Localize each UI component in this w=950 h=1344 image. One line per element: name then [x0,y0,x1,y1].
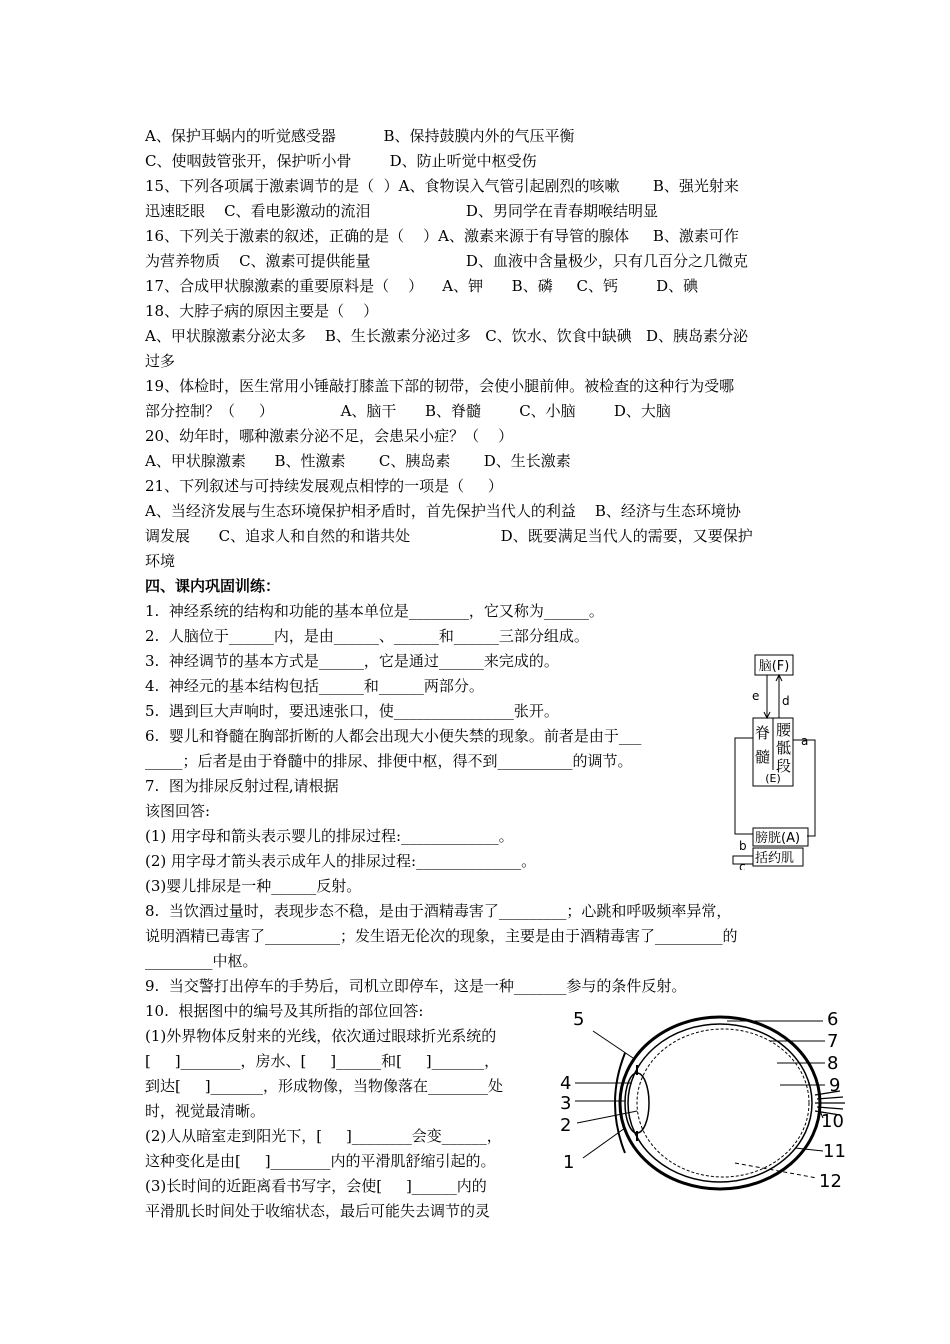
text-line: 6. 婴儿和脊髓在胸部折断的人都会出现大小便失禁的现象。前者是由于___ [145,727,642,745]
text-line: 21、下列叙述与可持续发展观点相悖的一项是（ ） [145,477,503,495]
text-line: 迅速眨眼 C、看电影激动的流泪 D、男同学在青春期喉结明显 [145,202,658,220]
letter-c: c [739,860,746,870]
text-line: 四、课内巩固训练： [145,577,281,595]
text-line: [ ]________，房水、[ ]______和[ ]_______， [145,1052,500,1070]
text-line: (3)长时间的近距离看书写字，会使[ ]______内的 [145,1177,487,1195]
eye-label-12: 12 [819,1171,842,1192]
text-line: 5. 遇到巨大声响时，要迅速张口，使________________张开。 [145,702,559,720]
urination-reflex-diagram [725,650,825,870]
text-line: 过多 [145,352,176,370]
eye-label-4: 4 [560,1073,572,1094]
text-line: (2)人从暗室走到阳光下，[ ]________会变______， [145,1127,502,1145]
letter-d: d [782,694,790,708]
text-line: 这种变化是由[ ]________内的平滑肌舒缩引起的。 [145,1152,496,1170]
text-line: 10. 根据图中的编号及其所指的部位回答: [145,1002,424,1020]
bladder-label: 膀胱(A) [755,831,801,846]
spinal-char-1: 脊 [755,724,771,742]
lumbar-char-1: 腰 [776,721,792,739]
text-line: 该图回答: [145,802,211,820]
eye-label-10: 10 [821,1111,844,1132]
center-label: (E) [765,772,781,785]
lumbar-char-3: 段 [776,757,792,775]
text-line: C、使咽鼓管张开，保护听小骨 D、防止听觉中枢受伤 [145,152,537,170]
text-line: A、甲状腺激素 B、性激素 C、胰岛素 D、生长激素 [145,452,571,470]
eye-label-6: 6 [827,1009,839,1030]
brain-label: 脑(F) [758,659,790,674]
text-line: 说明酒精已毒害了__________；发生语无伦次的现象，主要是由于酒精毒害了_________的 [145,927,738,945]
text-line: 平滑肌长时间处于收缩状态，最后可能失去调节的灵 [145,1202,491,1220]
text-line: 环境 [145,552,176,570]
text-line: 3. 神经调节的基本方式是______，它是通过______来完成的。 [145,652,559,670]
text-line: 9. 当交警打出停车的手势后，司机立即停车，这是一种_______参与的条件反射。 [145,977,687,995]
text-line: 17、合成甲状腺激素的重要原料是（ ） A、钾 B、磷 C、钙 D、碘 [145,277,699,295]
text-line: A、保护耳蜗内的听觉感受器 B、保持鼓膜内外的气压平衡 [145,127,575,145]
letter-e: e [752,689,760,703]
text-line: 1. 神经系统的结构和功能的基本单位是________，它又称为______。 [145,602,604,620]
text-line: 时，视觉最清晰。 [145,1102,266,1120]
letter-b: b [739,839,747,853]
text-line: 15、下列各项属于激素调节的是（ ）A、食物误入气管引起剧烈的咳嗽 B、强光射来 [145,177,739,195]
letter-a: a [801,734,809,748]
eye-label-1: 1 [563,1152,575,1173]
text-line: (1) 用字母和箭头表示婴儿的排尿过程:_____________。 [145,827,514,845]
text-line: A、当经济发展与生态环境保护相矛盾时，首先保护当代人的利益 B、经济与生态环境协 [145,502,741,520]
lumbar-char-2: 骶 [776,739,792,757]
text-line: 到达[ ]_______，形成物像，当物像落在________处 [145,1077,504,1095]
text-line: _____；后者是由于脊髓中的排尿、排便中枢，得不到__________的调节。 [145,752,633,770]
text-line: 2. 人脑位于______内，是由______、______和______三部分组成。 [145,627,589,645]
eye-label-5: 5 [573,1009,585,1030]
text-line: 4. 神经元的基本结构包括______和______两部分。 [145,677,484,695]
text-line: A、甲状腺激素分泌太多 B、生长激素分泌过多 C、饮水、饮食中缺碘 D、胰岛素分泌 [145,327,749,345]
text-line: 为营养物质 C、激素可提供能量 D、血液中含量极少，只有几百分之几微克 [145,252,748,270]
text-line: 7. 图为排尿反射过程,请根据 [145,777,339,795]
spinal-char-2: 髓 [755,748,771,766]
eye-label-9: 9 [829,1075,841,1096]
eye-label-11: 11 [823,1141,846,1162]
text-line: (3)婴儿排尿是一种______反射。 [145,877,362,895]
text-line: _________中枢。 [145,952,258,970]
text-line: 20、幼年时，哪种激素分泌不足，会患呆小症？（ ） [145,427,514,445]
text-line: 16、下列关于激素的叙述，正确的是（ ）A、激素来源于有导管的腺体 B、激素可作 [145,227,739,245]
text-line: 18、大脖子病的原因主要是（ ） [145,302,379,320]
eye-label-7: 7 [827,1031,839,1052]
sphincter-label: 括约肌 [755,851,795,866]
text-line: (2) 用字母才箭头表示成年人的排尿过程:______________。 [145,852,537,870]
text-line: 部分控制？（ ） A、脑干 B、脊髓 C、小脑 D、大脑 [145,402,671,420]
text-line: 8. 当饮酒过量时，表现步态不稳，是由于酒精毒害了_________；心跳和呼吸频率异常， [145,902,732,920]
text-line: 19、体检时，医生常用小锤敲打膝盖下部的韧带，会使小腿前伸。被检查的这种行为受哪 [145,377,735,395]
eye-label-2: 2 [560,1115,572,1136]
eyeball-diagram [555,1003,850,1203]
eye-label-3: 3 [560,1093,572,1114]
eye-label-8: 8 [827,1053,839,1074]
text-line: 调发展 C、追求人和自然的和谐共处 D、既要满足当代人的需要，又要保护 [145,527,753,545]
text-line: (1)外界物体反射来的光线，依次通过眼球折光系统的 [145,1027,497,1045]
